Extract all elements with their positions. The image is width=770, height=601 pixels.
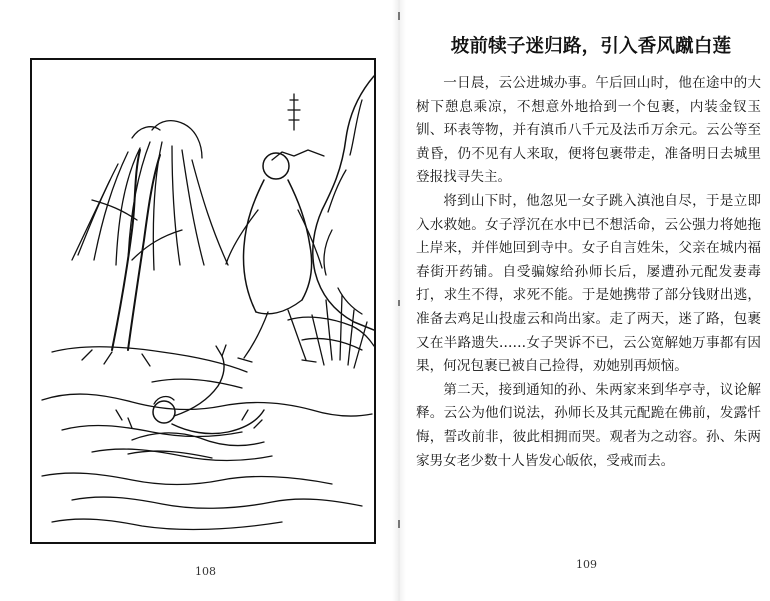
body-text — [416, 72, 761, 473]
gutter-mark — [398, 300, 400, 306]
right-page — [406, 0, 770, 601]
chapter-title: 坡前犊子迷归路，引入香风蹴白莲 — [450, 36, 732, 57]
page-number: 108 — [195, 565, 216, 578]
gutter-mark — [398, 12, 400, 20]
illustration-drawing — [32, 60, 374, 542]
page-number: 109 — [576, 558, 597, 571]
paragraph: 将到山下时，他忽见一女子跳入滇池自尽，于是立即入水救她。女子浮沉在水中已不想活命，云公强力将她拖上岸来，并伴她回到寺中。女子自言姓朱，父亲在城内福春街开药铺。自受骗嫁给孙师长后，屡遭孙元配发妻毒打，求生不得，求死不能。于是她携带了部分钱财出逃，准备去鸡足山投虚云和尚出家。走了两天，迷了路，包裹又在半路遗失……女子哭诉不已，云公宽解她万事都有因果，何况包裹已被自己捡得，劝她别再烦恼。 — [416, 192, 761, 375]
illustration — [30, 58, 376, 544]
paragraph: 第二天，接到通知的孙、朱两家来到华亭寺，议论解释。云公为他们说法，孙师长及其元配跪在佛前，发露忏悔，誓改前非，彼此相拥而哭。观者为之动容。孙、朱两家男女老少数十人皆发心皈依，受戒而去。 — [416, 381, 761, 469]
gutter-mark — [398, 520, 400, 528]
paragraph: 一日晨，云公进城办事。午后回山时，他在途中的大树下憩息乘凉，不想意外地拾到一个包裹，内装金钗玉钏、环表等物，并有滇币八千元及法币万余元。云公等至黄昏，仍不见有人来取，便将包裹带走，准备明日去城里登报找寻失主。 — [416, 75, 761, 186]
